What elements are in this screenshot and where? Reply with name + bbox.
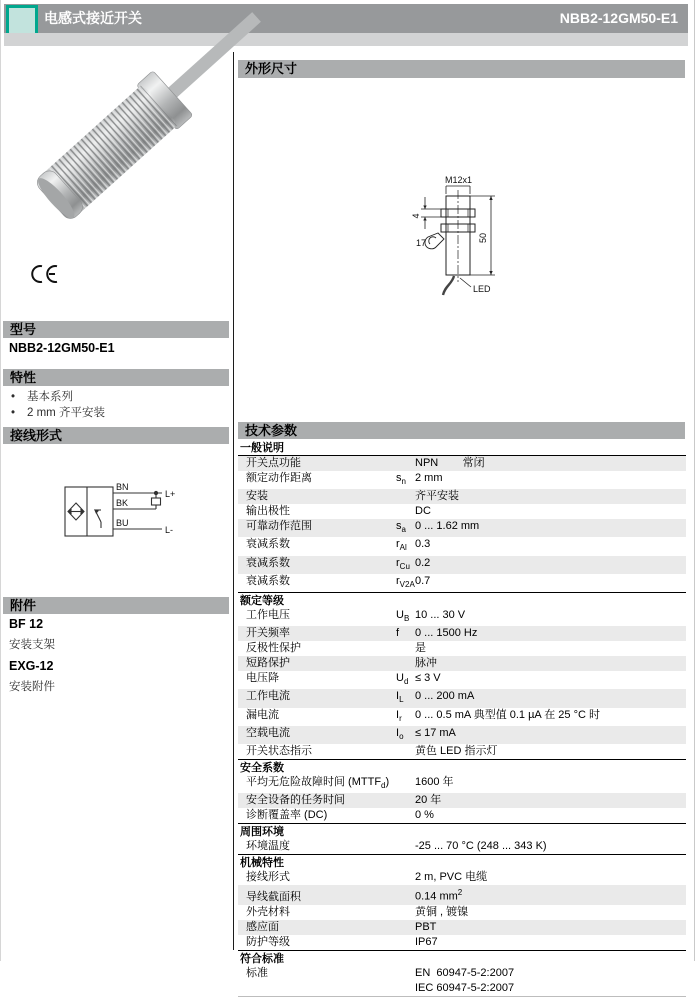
section-heading-dimensions [238, 60, 685, 78]
tech-row-label: 短路保护 [246, 657, 290, 670]
ce-mark-icon [31, 264, 59, 284]
tech-row-value: 0.3 [415, 538, 431, 551]
tech-row [238, 808, 686, 823]
features-heading-label: 特性 [10, 370, 37, 385]
tech-row-value: DC [415, 505, 431, 518]
section-heading-accessories [3, 597, 229, 614]
tech-row-value: 0.2 [415, 556, 431, 569]
tech-row-value: 1600 年 [415, 775, 454, 788]
tech-row [238, 920, 686, 935]
tech-row-symbol: $r_{Cu}$ [396, 556, 410, 571]
tech-row-label: 接线形式 [246, 871, 290, 884]
section-heading-tech [238, 422, 685, 439]
tech-row-value: 齐平安装 [415, 490, 459, 503]
tech-row-value: ≤ 17 mA [415, 726, 456, 739]
tech-row-value: 0 ... 0.5 mA 典型值 0.1 µA 在 25 °C 时 [415, 708, 600, 721]
tech-row-symbol: $I_r$ [396, 708, 402, 723]
tech-row [238, 456, 686, 471]
tech-row-value: 2 mm [415, 472, 443, 484]
tech-row [238, 839, 686, 854]
tech-row-value: PBT [415, 920, 437, 933]
tech-row-label: 工作电压 [246, 608, 290, 621]
tech-row-value: 0.7 [415, 574, 431, 587]
feature-text: 2 mm 齐平安装 [27, 407, 105, 419]
tech-row-label: 空载电流 [246, 726, 290, 739]
tech-row [238, 870, 686, 885]
dim-label-wrench: 17 [416, 238, 427, 248]
tech-row-symbol: $I_L$ [396, 690, 404, 705]
tech-row-value: EN 60947-5-2:2007 IEC 60947-5-2:2007 [415, 966, 515, 994]
tech-row-label: 衰减系数 [246, 574, 290, 587]
dim-label-nut: 4 [411, 213, 421, 219]
column-divider [233, 52, 234, 950]
tech-row-label: 漏电流 [246, 708, 279, 721]
tech-row-label: 安全设备的任务时间 [246, 794, 345, 807]
header-part-number: NBB2-12GM50-E1 [559, 10, 678, 26]
tech-row-value: 黄色 LED 指示灯 [415, 744, 498, 757]
header-bar [4, 4, 688, 33]
tech-row-label: 衰减系数 [246, 556, 290, 569]
tech-heading-label: 技术参数 [245, 423, 298, 438]
accessory-name: BF 12 [9, 617, 44, 631]
tech-section-title: 额定等级 [238, 592, 686, 608]
feature-list [11, 389, 226, 421]
tech-row-label: 输出极性 [246, 505, 290, 518]
tech-row [238, 726, 686, 744]
tech-table [238, 440, 686, 997]
tech-row-symbol: $U_B$ [396, 608, 410, 624]
dim-label-thread: M12x1 [445, 175, 473, 185]
accessory-desc: 安装支架 [9, 639, 55, 651]
tech-row-value: 0 % [415, 809, 434, 822]
tech-row-value: IP67 [415, 935, 438, 948]
tech-row-label: 反极性保护 [246, 642, 301, 655]
accessories-heading-label: 附件 [10, 598, 37, 613]
tech-row [238, 905, 686, 920]
tech-row-value: 黄铜 , 镀镍 [415, 905, 469, 918]
bullet-icon: • [11, 407, 16, 419]
terminal-label-lplus: L+ [165, 489, 176, 499]
wiring-diagram [49, 476, 199, 548]
model-number: NBB2-12GM50-E1 [9, 341, 115, 355]
tech-row [238, 744, 686, 759]
brand-logo-icon [6, 5, 38, 36]
page-title: 电感式接近开关 [44, 10, 142, 26]
header-substrip [4, 33, 688, 46]
tech-row-value: 0 ... 1500 Hz [415, 627, 478, 640]
tech-row-symbol: $U_d$ [396, 672, 409, 687]
model-heading-label: 型号 [10, 322, 37, 337]
tech-section-title: 周围环境 [238, 823, 686, 839]
section-heading-connection [3, 427, 229, 444]
tech-row-label: 衰减系数 [246, 538, 290, 551]
product-photo [9, 58, 224, 263]
tech-row [238, 656, 686, 671]
tech-row-value: 20 年 [415, 794, 442, 807]
tech-row-label: 外壳材料 [246, 905, 290, 918]
tech-row [238, 489, 686, 504]
accessory-name: EXG-12 [9, 659, 54, 673]
tech-row-value: 2 m, PVC 电缆 [415, 871, 488, 884]
tech-row [238, 793, 686, 808]
tech-row-symbol: $s_n$ [396, 472, 406, 487]
tech-section-title: 符合标准 [238, 950, 686, 966]
tech-row-value: -25 ... 70 °C (248 ... 343 K) [415, 840, 547, 853]
tech-row [238, 504, 686, 519]
connection-heading-label: 接线形式 [10, 428, 63, 443]
terminal-label-lminus: L- [165, 525, 174, 535]
tech-row-label: 工作电流 [246, 690, 290, 703]
bullet-icon: • [11, 391, 16, 403]
wire-label-bu: BU [116, 518, 129, 528]
section-heading-features [3, 369, 229, 386]
tech-row [238, 885, 686, 905]
tech-row [238, 641, 686, 656]
tech-section-title: 一般说明 [238, 440, 686, 456]
tech-row [238, 775, 686, 793]
tech-row [238, 556, 686, 574]
tech-row [238, 608, 686, 626]
tech-row-symbol: f [396, 627, 400, 640]
tech-section-title: 机械特性 [238, 854, 686, 870]
wire-label-bk: BK [116, 498, 129, 508]
tech-row [238, 935, 686, 950]
tech-row-label: 感应面 [246, 920, 279, 933]
tech-row-label: 额定动作距离 [246, 472, 312, 484]
tech-row-label: 开关点功能 [246, 457, 301, 469]
tech-row-label: 环境温度 [246, 840, 290, 853]
tech-row-value: 0 ... 1.62 mm [415, 520, 480, 533]
tech-row [238, 708, 686, 726]
tech-row-label: 导线截面积 [246, 890, 301, 903]
accessory-desc: 安装附件 [9, 681, 55, 693]
dim-label-led: LED [473, 284, 491, 294]
tech-row-symbol: $I_o$ [396, 726, 404, 741]
tech-row-label: 诊断覆盖率 (DC) [246, 809, 328, 822]
wire-label-bn: BN [116, 482, 129, 492]
tech-section-title: 安全系数 [238, 759, 686, 775]
dimension-drawing [394, 166, 634, 316]
tech-row-value: 0.14 $mm^2$ [415, 888, 463, 903]
tech-row-symbol: $r_{V2A}$ [396, 574, 415, 589]
tech-row-value: NPN 常闭 [415, 457, 485, 469]
feature-item [11, 389, 226, 405]
tech-row-symbol: $r_{Al}$ [396, 538, 407, 553]
tech-row-value: 脉冲 [415, 657, 437, 670]
tech-row-label: 可靠动作范围 [246, 520, 312, 533]
tech-row-label: 标准 [246, 966, 268, 979]
tech-row-value: ≤ 3 V [415, 672, 441, 685]
tech-row [238, 519, 686, 537]
feature-text: 基本系列 [27, 391, 73, 403]
tech-row-label: 开关频率 [246, 627, 290, 640]
feature-item [11, 405, 226, 421]
tech-row-symbol: $s_a$ [396, 520, 406, 535]
tech-row-value: 0 ... 200 mA [415, 690, 475, 703]
dimensions-heading-label: 外形尺寸 [245, 61, 298, 76]
tech-row [238, 626, 686, 641]
tech-row [238, 966, 686, 996]
tech-row-value: 是 [415, 642, 426, 655]
section-heading-model [3, 321, 229, 338]
dim-label-length: 50 [478, 232, 488, 244]
tech-row-label: 平均无危险故障时间 $(MTTF_d)$ [246, 775, 390, 791]
tech-row-value: 10 ... 30 V [415, 608, 466, 621]
tech-row [238, 537, 686, 555]
tech-row-label: 电压降 [246, 672, 279, 685]
tech-row [238, 574, 686, 592]
tech-row [238, 671, 686, 689]
tech-row-label: 安装 [246, 490, 268, 503]
tech-row [238, 689, 686, 707]
tech-row-label: 防护等级 [246, 935, 290, 948]
tech-row-label: 开关状态指示 [246, 744, 312, 757]
tech-row [238, 471, 686, 489]
